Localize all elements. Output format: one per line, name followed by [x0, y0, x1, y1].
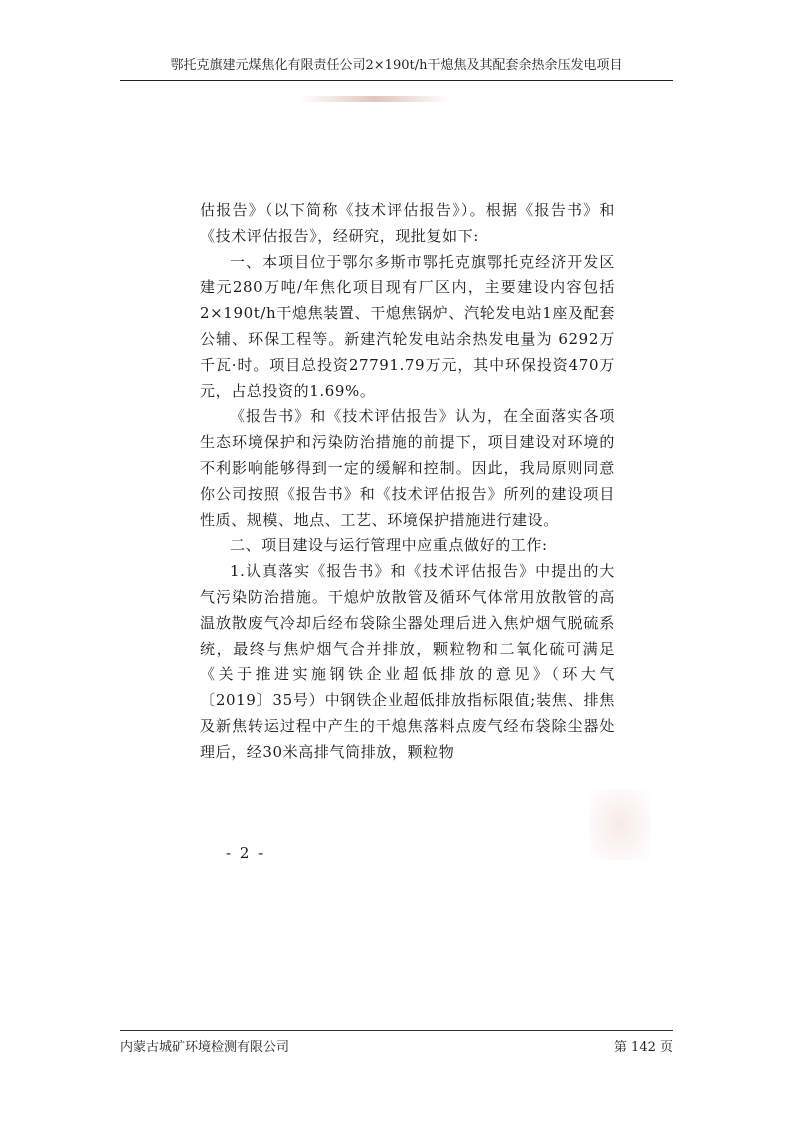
paragraph-assessment-opinion: 《报告书》和《技术评估报告》认为，在全面落实各项生态环境保护和污染防治措施的前提下，项目建设对环境的不利影响能够得到一定的缓解和控制。因此，我局原则同意你公司按照《报告书》和《技术评估报告》所列的建设项目性质、规模、地点、工艺、环境保护措施进行建设。	[200, 407, 615, 529]
paragraph-air-pollution-measures: 1.认真落实《报告书》和《技术评估报告》中提出的大气污染防治措施。干熄炉放散管及循环气体常用放散管的高温放散废气冷却后经布袋除尘器处理后进入焦炉烟气脱硫系统，最终与焦炉烟气合并排放，颗粒物和二氧化硫可满足《关于推进实施钢铁企业超低排放的意见》（环大气〔2019〕35号）中钢铁企业超低排放指标限值;装焦、排焦及新焦转运过程中产生的干熄焦落料点废气经布袋除尘器处理后，经30米高排气筒排放，颗粒物	[200, 562, 615, 761]
footer-divider	[120, 1030, 673, 1031]
header-divider	[120, 80, 673, 81]
footer-company: 内蒙古城矿环境检测有限公司	[120, 1040, 290, 1055]
paragraph-project-location: 一、本项目位于鄂尔多斯市鄂托克旗鄂托克经济开发区建元280万吨/年焦化项目现有厂区内，主要建设内容包括2×190t/h干熄焦装置、干熄焦锅炉、汽轮发电站1座及配套公辅、环保工程等。新建汽轮发电站余热发电量为 6292万千瓦·时。项目总投资27791.79万元，其中环保投资470万元，占总投资的1.69%。	[200, 252, 615, 400]
page-header-title: 鄂托克旗建元煤焦化有限责任公司2×190t/h干熄焦及其配套余热余压发电项目	[170, 58, 623, 73]
footer-page-label: 第 142 页	[613, 1040, 673, 1055]
inner-page-number: - 2 -	[226, 844, 266, 862]
stamp-smudge	[300, 96, 450, 102]
scan-shadow	[590, 790, 650, 860]
paragraph-section-two-heading: 二、项目建设与运行管理中应重点做好的工作:	[230, 536, 548, 555]
document-body	[200, 198, 615, 766]
paragraph-continuation: 估报告》（以下简称《技术评估报告》）。根据《报告书》和《技术评估报告》，经研究，现批复如下:	[200, 201, 615, 245]
